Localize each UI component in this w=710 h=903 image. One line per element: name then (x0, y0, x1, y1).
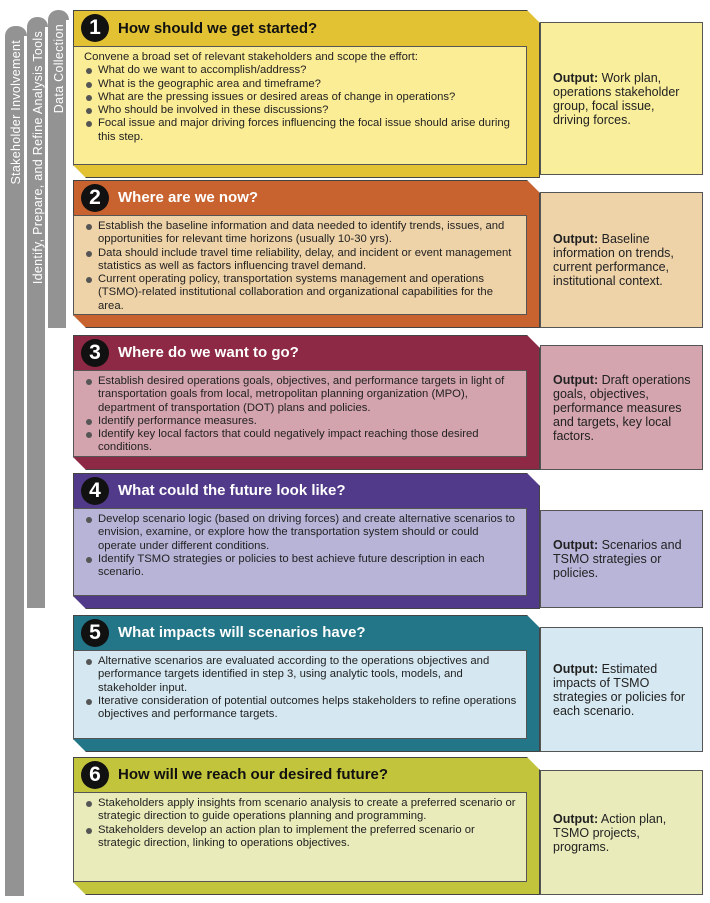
step-6 (73, 757, 540, 895)
step-5-output (540, 627, 703, 752)
step-body (73, 370, 527, 457)
output-text: Estimated impacts of TSMO strategies or policies for each scenario. (553, 661, 686, 718)
step-4-output (540, 510, 703, 608)
step-header (73, 180, 527, 215)
step-3 (73, 335, 540, 470)
bullet-item: What do we want to accomplish/address? (84, 64, 518, 77)
step-title: How will we reach our desired future? (118, 766, 389, 783)
output-label: Output: (553, 661, 599, 676)
step-intro: Convene a broad set of relevant stakeholders and scope the effort: (84, 51, 418, 63)
step-number: 3 (81, 339, 109, 367)
step-3-output (540, 345, 703, 470)
bullet-item: Develop scenario logic (based on driving forces) and create alternative scenarios to envision, examine, or explore how the transportation system should or could operate under different conditions. (84, 513, 518, 553)
step-2 (73, 180, 540, 328)
step-4 (73, 473, 540, 609)
step-header (73, 335, 527, 370)
step-body (73, 650, 527, 739)
step-number: 2 (81, 184, 109, 212)
bullet-item: Identify TSMO strategies or policies to best achieve future description in each scenario. (84, 553, 518, 580)
step-number: 5 (81, 619, 109, 647)
output-label: Output: (553, 372, 599, 387)
step-1-output (540, 22, 703, 175)
output-label: Output: (553, 70, 599, 85)
output-label: Output: (553, 811, 599, 826)
bullet-item: Who should be involved in these discussions? (84, 104, 518, 117)
step-number: 1 (81, 14, 109, 42)
analysis-tools-bar (27, 17, 48, 608)
data-collection-bar (48, 10, 69, 328)
bullet-item: Alternative scenarios are evaluated according to the operations objectives and performance targets identified in step 3, using analytic tools, models, and stakeholder input. (84, 655, 518, 695)
step-title: What impacts will scenarios have? (118, 624, 366, 641)
bullet-item: Stakeholders develop an action plan to implement the preferred scenario or strategic direction, linking to operations objectives. (84, 824, 518, 851)
step-body (73, 215, 527, 315)
stakeholder-involvement-label: Stakeholder Involvement (9, 40, 23, 185)
step-number: 4 (81, 477, 109, 505)
data-collection-label: Data Collection (51, 24, 66, 114)
bullet-item: Identify performance measures. (84, 415, 518, 428)
bullet-item: Current operating policy, transportation systems management and operations (TSMO)-related institutional collaboration and organizational capabilities for the area. (84, 273, 518, 313)
step-1 (73, 10, 540, 178)
step-header (73, 615, 527, 650)
bullet-item: What is the geographic area and timeframe? (84, 78, 518, 91)
bullet-item: Establish desired operations goals, objectives, and performance targets in light of transportation goals from local, metropolitan planning organization (MPO), department of transportation (DOT) plans and policies. (84, 375, 518, 415)
step-2-output (540, 192, 703, 328)
output-text: Action plan, TSMO projects, programs. (553, 811, 667, 854)
bullet-item: What are the pressing issues or desired areas of change in operations? (84, 91, 518, 104)
step-title: Where are we now? (118, 189, 259, 206)
bullet-item: Establish the baseline information and data needed to identify trends, issues, and opportunities for relevant time horizons (usually 10-30 yrs). (84, 220, 518, 247)
output-label: Output: (553, 538, 599, 552)
step-header (73, 473, 527, 508)
output-text: Baseline information on trends, current performance, institutional context. (553, 232, 674, 288)
output-text: Scenarios and TSMO strategies or policies. (553, 538, 682, 580)
output-text: Draft operations goals, objectives, performance measures and targets, key local factors. (553, 372, 691, 443)
step-body (73, 508, 527, 596)
step-header (73, 10, 527, 46)
step-header (73, 757, 527, 792)
output-label: Output: (553, 232, 599, 246)
step-title: Where do we want to go? (118, 344, 299, 361)
stakeholder-involvement-bar (5, 26, 27, 896)
step-5 (73, 615, 540, 752)
step-title: What could the future look like? (118, 482, 346, 499)
output-text: Work plan, operations stakeholder group, focal issue, driving forces. (553, 70, 680, 127)
bullet-item: Data should include travel time reliability, delay, and incident or event management statistics as well as factors influencing travel demand. (84, 247, 518, 274)
analysis-tools-label: Identify, Prepare, and Refine Analysis Tools (30, 31, 45, 285)
bullet-item: Iterative consideration of potential outcomes helps stakeholders to refine operations objectives and performance targets. (84, 695, 518, 722)
step-number: 6 (81, 761, 109, 789)
bullet-item: Stakeholders apply insights from scenario analysis to create a preferred scenario or strategic direction to guide operations planning and programming. (84, 797, 518, 824)
step-6-output (540, 770, 703, 895)
bullet-item: Focal issue and major driving forces influencing the focal issue should arise during this step. (84, 117, 518, 144)
step-title: How should we get started? (118, 19, 318, 37)
step-body (73, 46, 527, 165)
step-body (73, 792, 527, 882)
bullet-item: Identify key local factors that could negatively impact reaching those desired conditions. (84, 428, 518, 455)
